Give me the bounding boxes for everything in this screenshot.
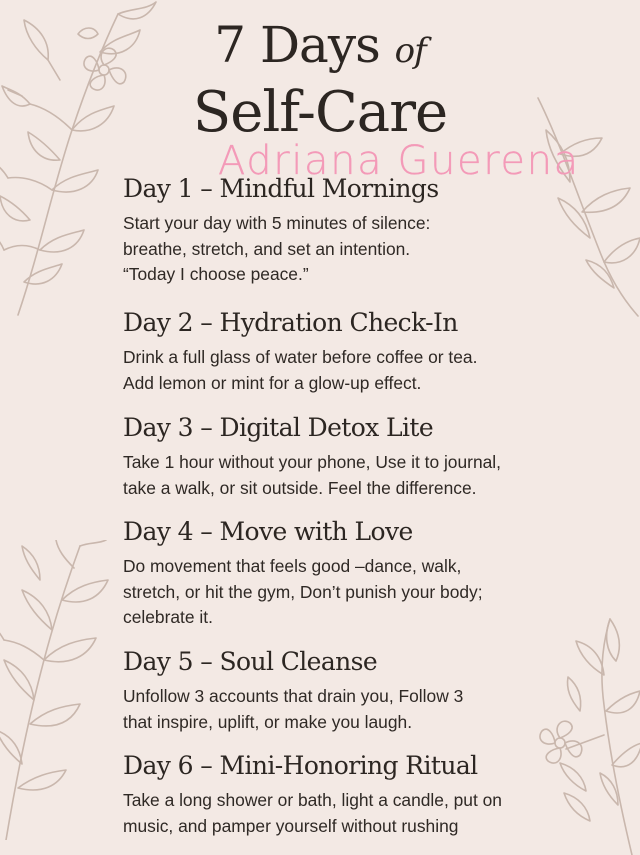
page-title-line-2: Self-Care (192, 80, 448, 145)
day-description (123, 788, 593, 839)
day-title: Day 5 – Soul Cleanse (123, 647, 378, 676)
day-item-1 (123, 172, 593, 288)
day-item-2 (123, 306, 593, 396)
day-item-3 (123, 411, 593, 501)
day-description-line: Start your day with 5 minutes of silence: (123, 213, 431, 233)
day-description-line: stretch, or hit the gym, Don’t punish your body; (123, 581, 483, 602)
day-item-5 (123, 645, 593, 735)
day-description-line: breathe, stretch, and set an intention. (123, 238, 411, 259)
day-description-line: Drink a full glass of water before coffee or tea. (123, 347, 478, 367)
floral-branch-bottom-left-decoration (0, 540, 130, 840)
day-title: Day 3 – Digital Detox Lite (123, 413, 434, 442)
day-description-line: Do movement that feels good –dance, walk, (123, 556, 462, 576)
page-title-line-1 (0, 14, 640, 82)
day-title: Day 6 – Mini-Honoring Ritual (123, 751, 478, 780)
day-description-line: Unfollow 3 accounts that drain you, Follow 3 (123, 686, 464, 706)
day-item-6 (123, 749, 593, 839)
day-description-line: Add lemon or mint for a glow-up effect. (123, 372, 422, 393)
day-title: Day 2 – Hydration Check-In (123, 308, 458, 337)
day-description-line: Take a long shower or bath, light a candle, put on (123, 790, 502, 810)
day-description-line: celebrate it. (123, 607, 213, 628)
author-watermark: Adriana Guerena (218, 138, 580, 184)
day-description-line: take a walk, or sit outside. Feel the difference. (123, 477, 477, 498)
day-description-line: Take 1 hour without your phone, Use it to journal, (123, 452, 501, 472)
day-description-line: music, and pamper yourself without rushing (123, 815, 459, 836)
day-description-line: that inspire, uplift, or make you laugh. (123, 711, 413, 732)
title-seven-days: 7 Days (214, 16, 380, 74)
title-of: of (394, 31, 426, 71)
day-item-4 (123, 515, 593, 631)
day-description (123, 211, 593, 288)
day-description (123, 684, 593, 735)
day-description (123, 554, 593, 631)
day-description (123, 450, 593, 501)
day-description-line: “Today I choose peace.” (123, 264, 309, 285)
day-description (123, 345, 593, 396)
day-title: Day 4 – Move with Love (123, 517, 413, 546)
day-title: Day 1 – Mindful Mornings (123, 174, 439, 203)
